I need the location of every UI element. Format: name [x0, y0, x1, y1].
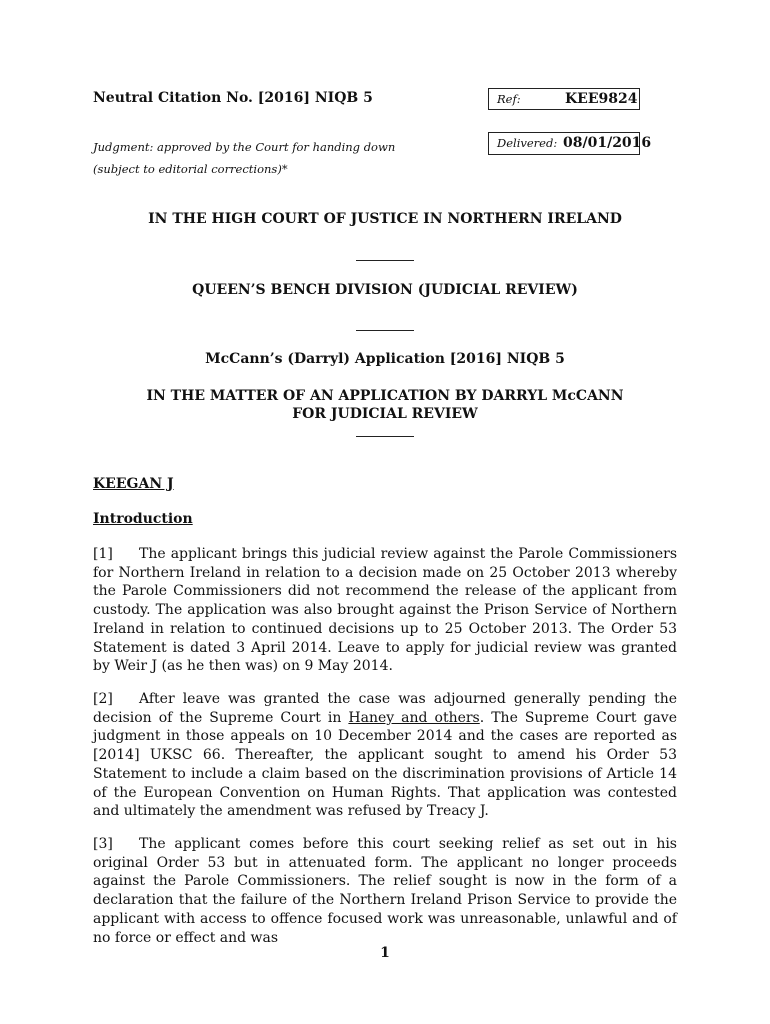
paragraph-text-after: . The Supreme Court gave judgment in those appeals on 10 December 2014 and the cases are reported as [2014] UKSC 66. Thereafter, the applicant sought to amend his Order 53 Statement to include a claim based on the discrimination provisions of Article 14 of the European Convention on Human Rights. That application was contested and ultimately the amendment was refused by Treacy J. — [93, 709, 677, 820]
ref-label: Ref: — [497, 92, 521, 106]
delivered-label: Delivered: — [497, 136, 558, 150]
approval-line-1: Judgment: approved by the Court for handing down — [93, 140, 396, 154]
divider-2 — [356, 330, 414, 331]
divider-1 — [356, 260, 414, 261]
paragraph-text: The applicant brings this judicial review against the Parole Commissioners for Northern Ireland in relation to a decision made on 25 October 2013 whereby the Parole Commissioners did not recommend the release of the applicant from custody. The application was also brought against the Prison Service of Northern Ireland in relation to continued decisions up to 25 October 2013. The Order 53 Statement is dated 3 April 2014. Leave to apply for judicial review was granted by Weir J (as he then was) on 9 May 2014. — [93, 546, 677, 675]
paragraph-3 — [93, 835, 677, 947]
paragraph-number: [1] — [93, 546, 113, 562]
paragraph-number: [2] — [93, 691, 113, 707]
neutral-citation: Neutral Citation No. [2016] NIQB 5 — [93, 90, 373, 106]
delivered-value: 08/01/2016 — [563, 135, 652, 151]
section-heading: Introduction — [93, 511, 193, 527]
case-name: McCann’s (Darryl) Application [2016] NIQB 5 — [205, 351, 565, 367]
judge-name: KEEGAN J — [93, 476, 174, 492]
paragraph-text-before: After leave was granted the case was adjourned generally pending the decision of the Supreme Court in — [93, 691, 677, 726]
paragraph-1 — [93, 545, 677, 676]
matter-line-1: IN THE MATTER OF AN APPLICATION BY DARRYL McCANN — [146, 388, 624, 404]
ref-box — [488, 88, 640, 110]
paragraph-text: The applicant comes before this court seeking relief as set out in his original Order 53 but in attenuated form. The applicant no longer proceeds against the Parole Commissioners. The relief sought is now in the form of a declaration that the failure of the Northern Ireland Prison Service to provide the applicant with access to offence focused work was unreasonable, unlawful and of no force or effect and was — [93, 836, 677, 946]
ref-value: KEE9824 — [565, 91, 638, 107]
matter-line-2: FOR JUDICIAL REVIEW — [292, 406, 478, 422]
paragraph-number: [3] — [93, 836, 113, 852]
approval-note — [93, 136, 395, 180]
divider-3 — [356, 436, 414, 437]
case-reference: Haney and others — [348, 709, 480, 726]
page-number: 1 — [380, 945, 390, 961]
paragraph-2 — [93, 690, 677, 821]
division-title: QUEEN’S BENCH DIVISION (JUDICIAL REVIEW) — [192, 282, 578, 298]
court-title: IN THE HIGH COURT OF JUSTICE IN NORTHERN IRELAND — [148, 211, 622, 227]
matter-title — [93, 387, 677, 423]
approval-line-2: (subject to editorial corrections)* — [93, 162, 288, 176]
delivered-box — [488, 132, 652, 155]
